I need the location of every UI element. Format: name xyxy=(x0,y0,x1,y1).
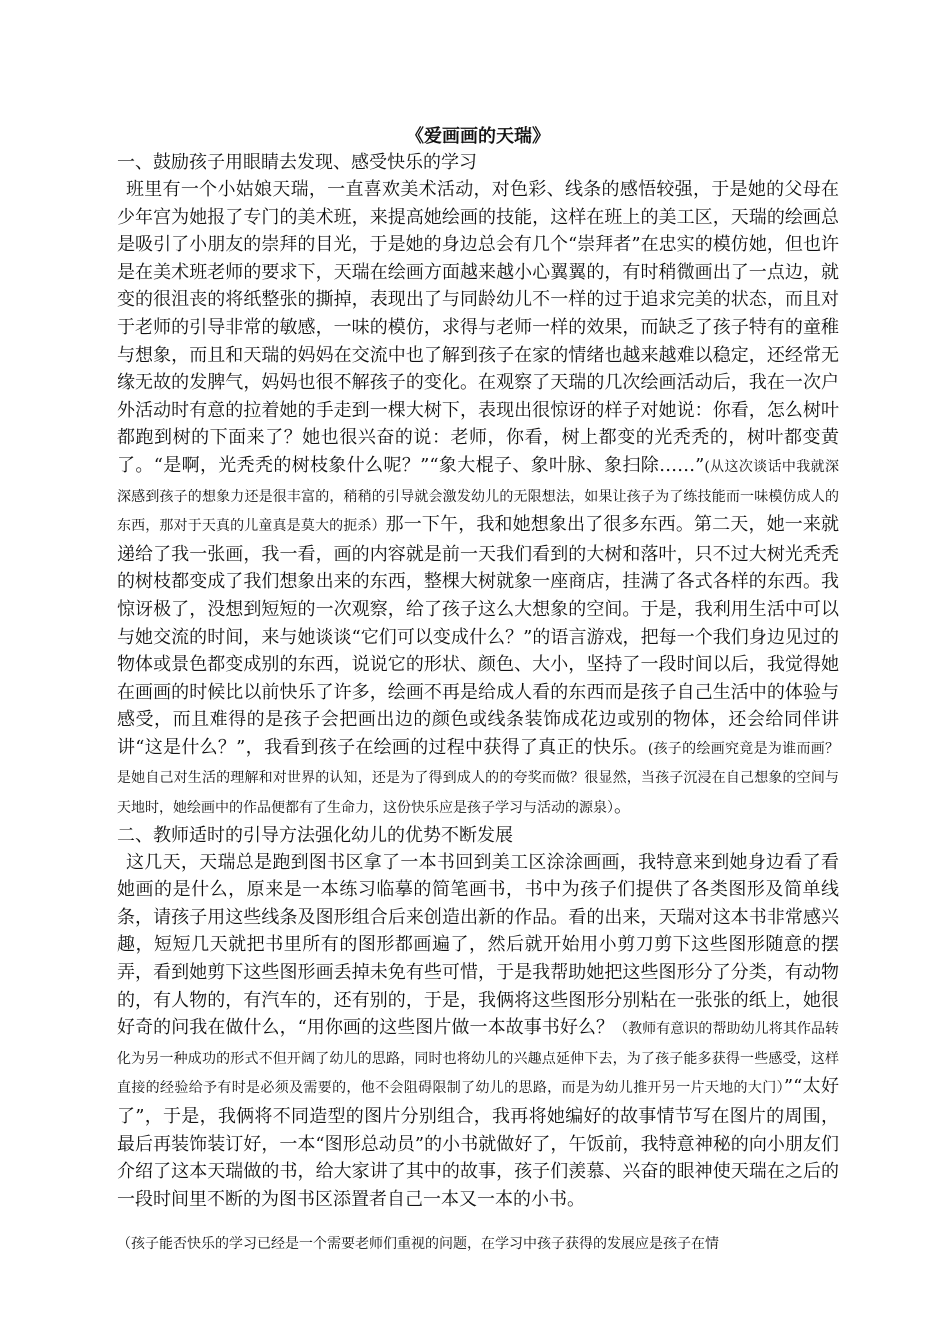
section-2-heading: 二、教师适时的引导方法强化幼儿的优势不断发展 xyxy=(117,824,513,846)
section-2-text: 这几天，天瑞总是跑到图书区拿了一本书回到美工区涂涂画画，我特意来到她身边看了看她画的是什么，原来是一本练习临摹的简笔画书，书中为孩子们提供了各类图形及简单线条，请孩子用这些线条及图形组合后来创造出新的作品。看的出来，天瑞对这本书非常感兴趣，短短几天就把书里所有的图形都画遍了，然后就开始用小剪刀剪下这些图形随意的摆弄，看到她剪下这些图形画丢掉未免有些可惜，于是我帮助她把这些图形分了分类，有动物的，有人物的，有汽车的，还有别的，于是，我俩将这些图形分别粘在一张张的纸上，她很好奇的问我在做什么，“用你画的这些图片做一本故事书好么？ xyxy=(117,851,839,1039)
document-page xyxy=(117,124,839,1255)
section-2-teacher-note: （教师有意识的帮助幼儿将其作品转化为另一种成功的形式不但开阔了幼儿的思路，同时也将幼儿的兴趣点延伸下去，为了孩子能多获得一些感受，这样直接的经验给予有时是必须及需要的，他不会阻碍限制了幼儿的思路，而是为幼儿推开另一片天地的大门） xyxy=(117,1021,840,1097)
document-title: 《爱画画的天瑞》 xyxy=(406,126,550,147)
closing-note: （孩子能否快乐的学习已经是一个需要老师们重视的问题，在学习中孩子获得的发展应是孩子在情 xyxy=(117,1236,719,1253)
section-1-text: 班里有一个小姑娘天瑞，一直喜欢美术活动，对色彩、线条的感悟较强，于是她的父母在少年宫为她报了专门的美术班，来提高她绘画的技能，这样在班上的美工区，天瑞的绘画总是吸引了小朋友的崇拜的目光，于是她的身边总会有几个“崇拜者”在忠实的模仿她，但也许是在美术班老师的要求下，天瑞在绘画方面越来越小心翼翼的，有时稍微画出了一点边，就变的很沮丧的将纸整张的撕掉，表现出了与同龄幼儿不一样的过于追求完美的状态，而且对于老师的引导非常的敏感，一味的模仿，求得与老师一样的效果，而缺乏了孩子特有的童稚与想象，而且和天瑞的妈妈在交流中也了解到孩子在家的情绪也越来越难以稳定，还经常无缘无故的发脾气，妈妈也很不解孩子的变化。在观察了天瑞的几次绘画活动后，我在一次户外活动时有意的拉着她的手走到一棵大树下，表现出很惊讶的样子对她说：你看，怎么树叶都跑到树的下面来了？她也很兴奋的说：老师，你看，树上都变的光秃秃的，树叶都变黄了。“是啊，光秃秃的树枝象什么呢？”“象大棍子、象叶脉、象扫除……” xyxy=(117,179,839,476)
section-2-paragraph xyxy=(117,849,839,1214)
section-1-paragraph xyxy=(117,176,839,823)
section-1-heading: 一、鼓励孩子用眼睛去发现、感受快乐的学习 xyxy=(117,152,477,173)
section-1-teacher-note: (从这次谈话中我就深深感到孩子的想象力还是很丰富的，稍稍的引导就会激发幼儿的无限想法，如果让孩子为了练技能而一味模仿成人的东西，那对于天真的儿童真是莫大的扼杀） xyxy=(117,458,839,535)
section-1-teacher-note-2: (孩子的绘画究竟是为谁而画？是她自己对生活的理解和对世界的认知，还是为了得到成人的的夸奖而做？很显然，当孩子沉浸在自己想象的空间与天地时，她绘画中的作品便都有了生命力，这份快乐应是孩子学习与活动的源泉） xyxy=(117,740,840,817)
section-1-text-end: 。 xyxy=(614,796,632,818)
section-2-text-continued: ”“太好了”，于是，我俩将不同造型的图片分别组合，我再将她编好的故事情节写在图片的周围，最后再装饰装订好，一本“图形总动员”的小书就做好了，午饭前，我特意神秘的向小朋友们介绍了这本天瑞做的书，给大家讲了其中的故事，孩子们羡慕、兴奋的眼神使天瑞在之后的一段时间里不断的为图书区添置者自己一本又一本的小书。 xyxy=(117,1076,840,1210)
section-1-text-continued: 那一下午，我和她想象出了很多东西。第二天，她一来就递给了我一张画，我一看，画的内容就是前一天我们看到的大树和落叶，只不过大树光秃秃的树枝都变成了我们想象出来的东西，整棵大树就象一座商店，挂满了各式各样的东西。我惊讶极了，没想到短短的一次观察，给了孩子这么大想象的空间。于是，我利用生活中可以与她交流的时间，来与她谈谈“它们可以变成什么？”的语言游戏，把每一个我们身边见过的物体或景色都变成别的东西，说说它的形状、颜色、大小，坚持了一段时间以后，我觉得她在画画的时候比以前快乐了许多，绘画不再是给成人看的东西而是孩子自己生活中的体验与感受，而且难得的是孩子会把画出边的颜色或线条装饰成花边或别的物体，还会给同伴讲讲“这是什么？”，我看到孩子在绘画的过程中获得了真正的快乐。 xyxy=(117,514,840,758)
